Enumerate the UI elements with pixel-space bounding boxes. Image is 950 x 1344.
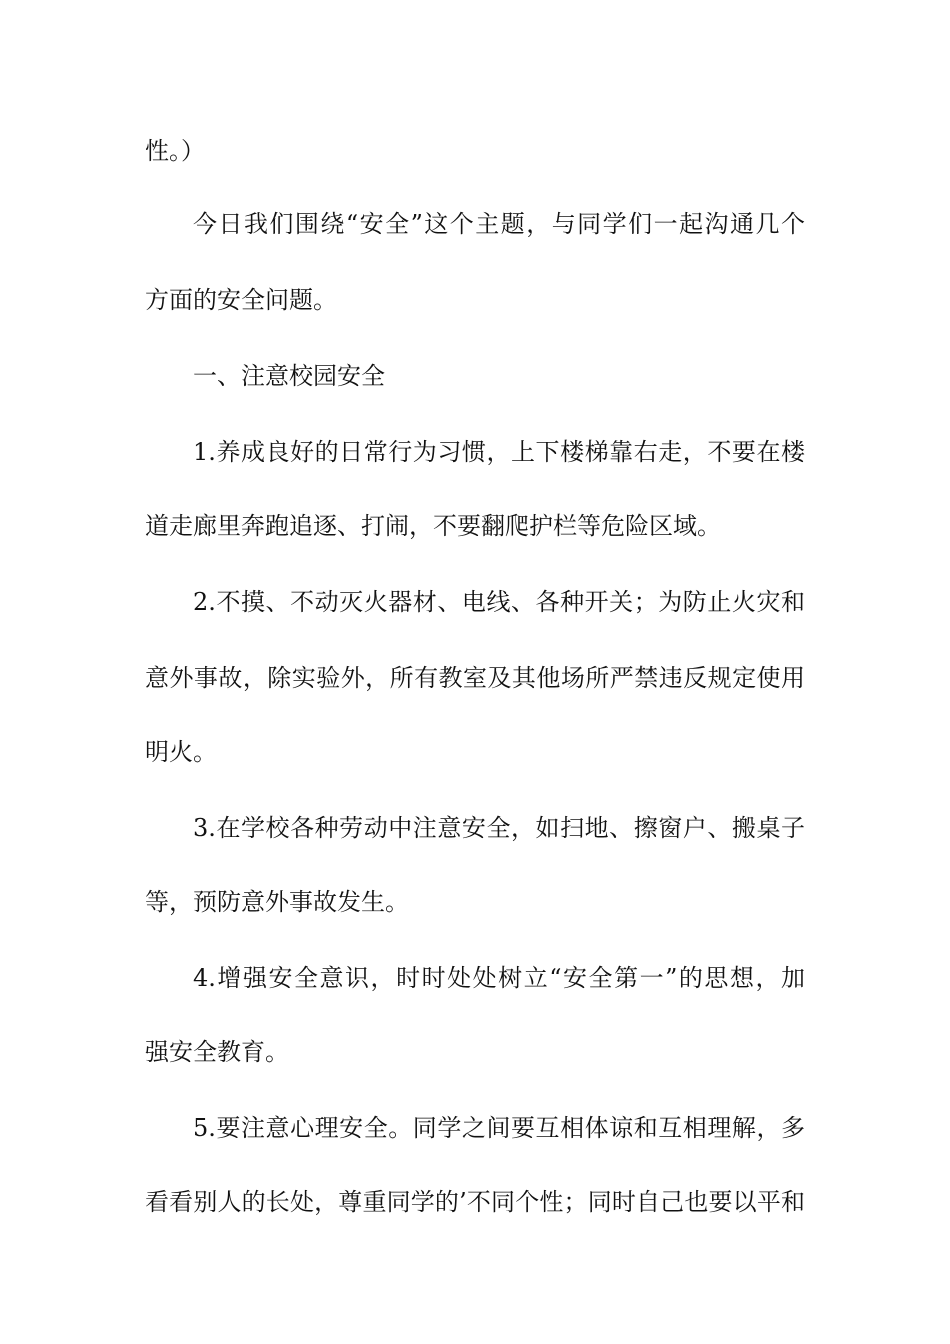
text-line-8: 意外事故，除实验外，所有教室及其他场所严禁违反规定使用 bbox=[145, 664, 805, 692]
text-line-14: 5.要注意心理安全。同学之间要互相体谅和互相理解，多 bbox=[193, 1114, 805, 1142]
text-line-6: 道走廊里奔跑追逐、打闹，不要翻爬护栏等危险区域。 bbox=[145, 512, 721, 540]
text-line-12: 4.增强安全意识，时时处处树立“安全第一”的思想，加 bbox=[193, 964, 805, 992]
text-line-15: 看看别人的长处，尊重同学的’不同个性；同时自己也要以平和 bbox=[145, 1188, 805, 1216]
text-line-11: 等，预防意外事故发生。 bbox=[145, 888, 409, 916]
text-line-1: 性。） bbox=[145, 137, 205, 165]
text-line-13: 强安全教育。 bbox=[145, 1038, 289, 1066]
text-line-2: 今日我们围绕“安全”这个主题，与同学们一起沟通几个 bbox=[193, 210, 805, 238]
text-line-5: 1.养成良好的日常行为习惯，上下楼梯靠右走，不要在楼 bbox=[193, 438, 805, 466]
section-heading: 一、注意校园安全 bbox=[193, 362, 385, 390]
text-line-9: 明火。 bbox=[145, 738, 217, 766]
text-line-3: 方面的安全问题。 bbox=[145, 286, 337, 314]
text-line-10: 3.在学校各种劳动中注意安全，如扫地、擦窗户、搬桌子 bbox=[193, 814, 805, 842]
text-line-7: 2.不摸、不动灭火器材、电线、各种开关；为防止火灾和 bbox=[193, 588, 805, 616]
